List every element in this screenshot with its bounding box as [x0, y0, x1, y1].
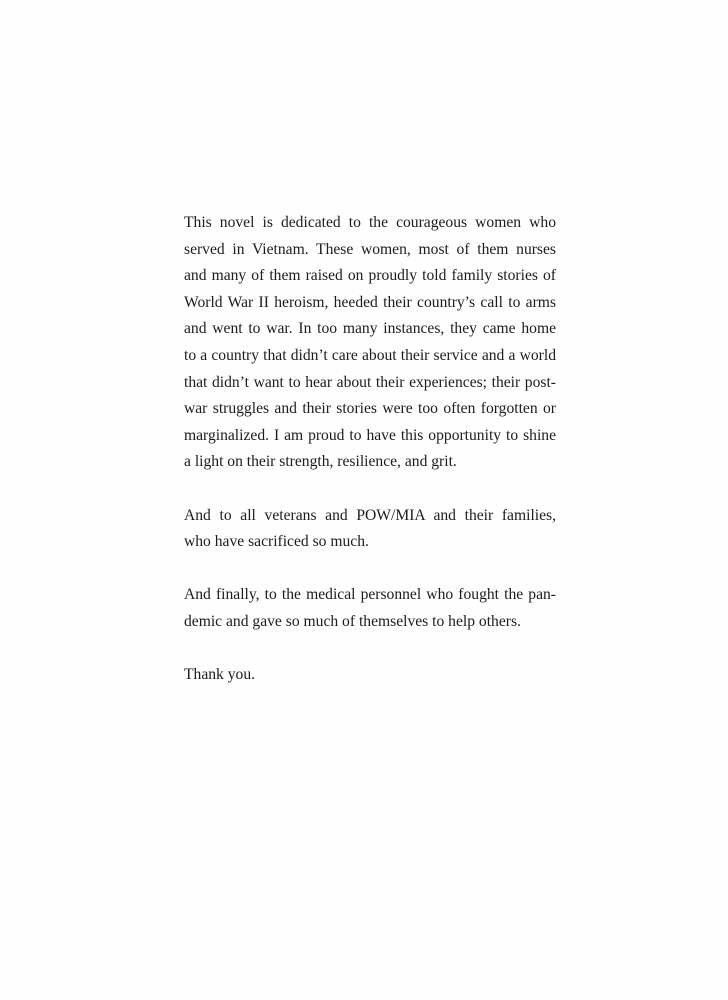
text-line: marginalized. I am proud to have this opportunity to shine	[184, 426, 556, 444]
text-line: and went to war. In too many instances, they came home	[184, 320, 556, 338]
dedication-paragraph-medical	[184, 582, 556, 635]
text-line: served in Vietnam. These women, most of them nurses	[184, 240, 556, 258]
dedication-paragraph-veterans	[184, 503, 556, 556]
dedication-paragraph-women	[184, 210, 556, 476]
dedication-text	[184, 210, 556, 689]
text-line: that didn’t want to hear about their experiences; their post-	[184, 373, 556, 391]
text-line: And finally, to the medical personnel who fought the pan-	[184, 586, 556, 604]
text-line: And to all veterans and POW/MIA and their families,	[184, 506, 556, 524]
text-line: World War II heroism, heeded their country’s call to arms	[184, 293, 556, 311]
text-line: demic and gave so much of themselves to help others.	[184, 612, 521, 630]
text-line: war struggles and their stories were too often forgotten or	[184, 400, 556, 418]
text-line: a light on their strength, resilience, and grit.	[184, 453, 457, 471]
dedication-paragraph-thanks	[184, 662, 556, 689]
text-line: and many of them raised on proudly told family stories of	[184, 267, 556, 285]
text-line: to a country that didn’t care about their service and a world	[184, 346, 556, 364]
text-line: Thank you.	[184, 666, 256, 684]
text-line: This novel is dedicated to the courageous women who	[184, 214, 556, 231]
text-line: who have sacrificed so much.	[184, 533, 369, 551]
